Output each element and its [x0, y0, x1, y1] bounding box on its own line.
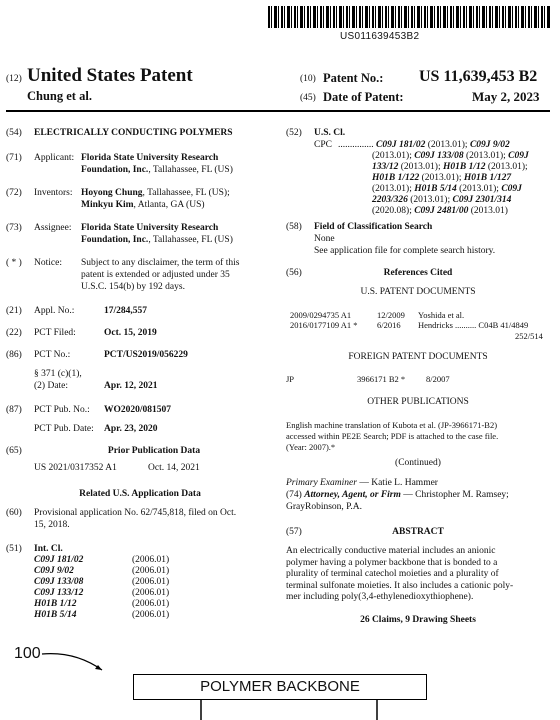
int-cl-year: (2006.01)	[132, 566, 170, 576]
us-ref2-date: 6/2016	[377, 320, 401, 330]
int-cl-code: C09J 181/02	[34, 555, 84, 565]
appl-no-value: 17/284,557	[104, 306, 148, 316]
cpc-code: H01B 1/12	[442, 162, 486, 172]
pct-no-value: PCT/US2019/056229	[104, 350, 188, 360]
attorney: (74) Attorney, Agent, or Firm — Christopher M. Ramsey;	[286, 490, 509, 500]
int-cl-year: (2006.01)	[132, 599, 170, 609]
patent-title: United States Patent	[27, 65, 193, 86]
barcode	[268, 6, 550, 28]
code-22: (22)	[6, 328, 22, 338]
cpc-line	[372, 195, 511, 207]
applicant-label: Applicant:	[34, 153, 75, 163]
applicant-line1: Florida State University Research	[81, 153, 219, 163]
us-ref1-no: 2009/0294735 A1	[290, 310, 352, 320]
code-57: (57)	[286, 527, 302, 537]
polymer-backbone-label: POLYMER BACKBONE	[200, 678, 360, 695]
code-51: (51)	[6, 544, 22, 554]
prior-pub-no: US 2021/0317352 A1	[34, 463, 117, 473]
cpc-text: (2013.01);	[398, 162, 443, 172]
cpc-code: C09J	[508, 151, 529, 161]
attorney-firm: GrayRobinson, P.A.	[286, 502, 363, 512]
int-cl-row	[34, 577, 169, 588]
code-72: (72)	[6, 188, 22, 198]
patent-date: May 2, 2023	[472, 89, 540, 104]
pct-pub-no-value: WO2020/081507	[104, 405, 172, 415]
code-87: (87)	[6, 405, 22, 415]
abstract-line: terminal sulfonate moieties. It also includes a cationic poly-	[286, 580, 514, 591]
references-title: References Cited	[383, 268, 453, 278]
cpc-text: (2013.01);	[407, 195, 453, 205]
int-cl-code: C09J 9/02	[34, 566, 74, 576]
code-65: (65)	[6, 446, 22, 456]
assignee-label: Assignee:	[34, 223, 72, 233]
abstract-line: An electrically conductive material includes an anionic	[286, 546, 496, 556]
code-notice: ( * )	[6, 258, 22, 268]
foreign-date: 8/2007	[426, 374, 450, 384]
abstract-line: mer including poly(3,4-ethylenedioxythiophene).	[286, 592, 474, 602]
code-12: (12)	[6, 74, 22, 84]
cpc-text: (2013.01);	[372, 151, 415, 161]
cpc-line	[372, 151, 529, 163]
prior-pub-title: Prior Publication Data	[107, 446, 201, 456]
foreign-no: 3966171 B2 *	[357, 374, 406, 384]
inventor-2: Minkyu Kim, Atlanta, GA (US)	[81, 200, 205, 210]
continued-note: (Continued)	[395, 458, 441, 468]
us-ref2-cont: 252/514	[515, 331, 543, 341]
pct-pub-date-value: Apr. 23, 2020	[104, 424, 158, 434]
code-54: (54)	[6, 128, 22, 138]
cpc-code: H01B 1/127	[463, 173, 512, 183]
cpc-line	[372, 162, 528, 174]
cpc-text: (2020.08);	[372, 206, 415, 216]
cpc-text: (2013.01);	[456, 184, 502, 194]
code-10: (10)	[300, 74, 316, 84]
cpc-code: H01B 1/122	[372, 173, 420, 183]
us-docs-title: U.S. PATENT DOCUMENTS	[360, 287, 476, 297]
related-data-title: Related U.S. Application Data	[79, 489, 201, 499]
notice-line2: patent is extended or adjusted under 35	[81, 270, 230, 280]
other-pubs-line1: English machine translation of Kubota et al. (JP-3966171-B2)	[286, 420, 498, 430]
us-ref2-no: 2016/0177109 A1 *	[290, 320, 358, 330]
notice-label: Notice:	[34, 258, 62, 268]
cpc-text: (2013.01);	[372, 184, 415, 194]
int-cl-code: C09J 133/08	[34, 577, 84, 587]
section-371-label: § 371 (c)(1),	[34, 369, 82, 379]
other-pubs-title: OTHER PUBLICATIONS	[367, 397, 469, 407]
code-45: (45)	[300, 93, 316, 103]
foreign-docs-title: FOREIGN PATENT DOCUMENTS	[348, 352, 488, 362]
polymer-backbone-box	[133, 674, 427, 700]
field-search-none: None	[314, 234, 335, 244]
us-ref1-date: 12/2009	[377, 310, 405, 320]
cpc-text: (2013.01);	[485, 162, 528, 172]
provisional-line2: 15, 2018.	[34, 520, 70, 530]
cpc-line	[338, 140, 510, 152]
int-cl-year: (2006.01)	[132, 588, 170, 598]
code-52: (52)	[286, 128, 302, 138]
cpc-line	[372, 184, 522, 196]
int-cl-row	[34, 588, 169, 599]
int-cl-code: C09J 133/12	[34, 588, 84, 598]
int-cl-table	[34, 555, 169, 621]
leader-line	[42, 654, 102, 670]
us-ref1-who: Yoshida et al.	[418, 310, 465, 320]
patent-number: US 11,639,453 B2	[419, 68, 538, 85]
field-search-title: Field of Classification Search	[314, 222, 433, 232]
invention-title: ELECTRICALLY CONDUCTING POLYMERS	[34, 128, 233, 138]
patent-no-label: Patent No.:	[323, 71, 384, 85]
int-cl-code: H01B 5/14	[34, 610, 77, 620]
us-cl-title: U.S. Cl.	[314, 128, 346, 138]
cpc-code: 2203/326	[372, 195, 408, 205]
code-71: (71)	[6, 153, 22, 163]
inventors-label: Inventors:	[34, 188, 73, 198]
abstract-line: polymer having a polymer backbone that is bonded to a	[286, 557, 498, 568]
inventor-1: Hoyong Chung, Tallahassee, FL (US);	[81, 188, 230, 198]
int-cl-year: (2006.01)	[132, 555, 170, 565]
publication-number: US011639453B2	[340, 31, 420, 42]
other-pubs-line3: (Year: 2007).*	[286, 442, 336, 452]
date-371-label: (2) Date:	[34, 381, 69, 391]
int-cl-row	[34, 566, 169, 577]
cpc-code: C09J 2481/00	[414, 206, 469, 216]
code-60: (60)	[6, 508, 22, 518]
code-86: (86)	[6, 350, 22, 360]
int-cl-code: H01B 1/12	[34, 599, 77, 609]
int-cl-row	[34, 610, 169, 621]
cpc-code: 133/12	[372, 162, 399, 172]
foreign-country: JP	[286, 374, 295, 384]
inventors-short: Chung et al.	[27, 89, 92, 103]
notice-line3: U.S.C. 154(b) by 192 days.	[81, 282, 185, 292]
code-58: (58)	[286, 222, 302, 232]
date-371-value: Apr. 12, 2021	[104, 381, 158, 391]
int-cl-title: Int. Cl.	[34, 544, 63, 554]
pct-no-label: PCT No.:	[34, 350, 71, 360]
cpc-label: CPC	[314, 140, 332, 150]
int-cl-year: (2006.01)	[132, 610, 170, 620]
applicant-line2: Foundation, Inc., Tallahassee, FL (US)	[81, 165, 233, 175]
code-73: (73)	[6, 223, 22, 233]
abstract-line: plurality of terminal catechol moieties and a plurality of	[286, 569, 499, 579]
pct-pub-date-label: PCT Pub. Date:	[34, 424, 94, 434]
date-label: Date of Patent:	[323, 90, 404, 104]
us-ref2-who: Hendricks .......... C04B 41/4849	[418, 320, 529, 330]
cpc-code: C09J	[501, 184, 522, 194]
figure-reference-number: 100	[14, 645, 41, 662]
cpc-code: H01B 5/14	[414, 184, 457, 194]
other-pubs-line2: accessed within PE2E Search; PDF is attached to the case file.	[286, 431, 499, 441]
cpc-text: (2013.01);	[425, 140, 470, 150]
cpc-code: C09J 2301/314	[452, 195, 512, 205]
int-cl-row	[34, 599, 169, 610]
cpc-text: ...............	[338, 140, 376, 150]
code-21: (21)	[6, 306, 22, 316]
provisional-line1: Provisional application No. 62/745,818, filed on Oct.	[34, 508, 237, 518]
primary-examiner: Primary Examiner — Katie L. Hammer	[286, 478, 438, 488]
pct-filed-value: Oct. 15, 2019	[104, 328, 157, 338]
cpc-code: C09J 181/02	[376, 140, 426, 150]
header-rule	[6, 110, 550, 112]
abstract-title: ABSTRACT	[392, 527, 444, 537]
cpc-line	[372, 173, 511, 185]
cpc-text: (2013.01);	[419, 173, 464, 183]
claims-summary: 26 Claims, 9 Drawing Sheets	[360, 615, 476, 625]
int-cl-year: (2006.01)	[132, 577, 170, 587]
cpc-text: (2013.01)	[468, 206, 508, 216]
notice-line1: Subject to any disclaimer, the term of this	[81, 258, 240, 268]
appl-no-label: Appl. No.:	[34, 306, 75, 316]
field-search-note: See application file for complete search history.	[314, 246, 496, 256]
cpc-code: C09J 9/02	[469, 140, 510, 150]
assignee-line2: Foundation, Inc., Tallahassee, FL (US)	[81, 235, 233, 245]
cpc-line	[372, 206, 508, 218]
int-cl-row	[34, 555, 169, 566]
code-56: (56)	[286, 268, 302, 278]
pct-pub-no-label: PCT Pub. No.:	[34, 405, 90, 415]
assignee-line1: Florida State University Research	[81, 223, 219, 233]
cpc-code: C09J 133/08	[414, 151, 464, 161]
pct-filed-label: PCT Filed:	[34, 328, 76, 338]
prior-pub-date: Oct. 14, 2021	[148, 463, 200, 473]
cpc-text: (2013.01);	[463, 151, 509, 161]
